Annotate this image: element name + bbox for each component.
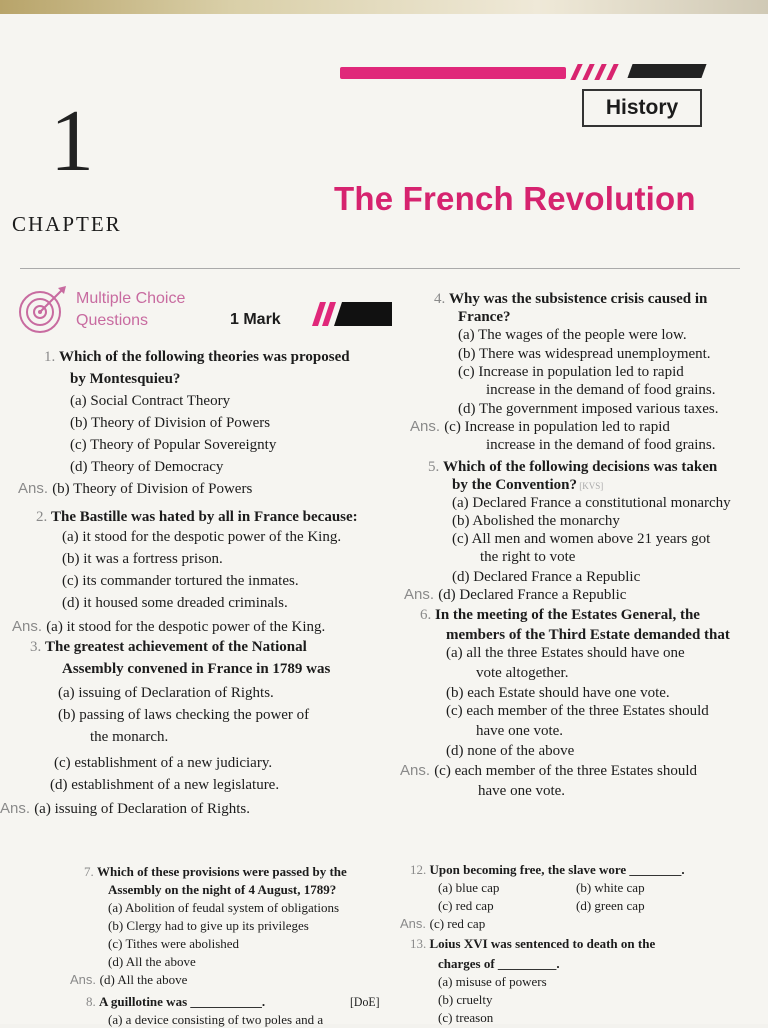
question-number: 13. [410,936,430,951]
line-text: members of the Third Estate demanded that [446,627,730,643]
line-text: (d) establishment of a new legislature. [50,777,280,793]
line-text: (a) Declared France a constitutional monarchy [452,495,731,511]
text-line [576,898,645,914]
text-line [108,1012,323,1028]
header-black-bar [627,64,706,78]
text-line [458,326,687,344]
line-text: (b) Theory of Division of Powers [52,481,253,497]
text-line [446,644,685,662]
line-text: Loius XVI was sentenced to death on the [429,936,656,951]
text-line [70,414,270,432]
text-line [458,400,719,418]
line-text: vote altogether. [476,665,569,681]
target-icon [14,282,70,338]
line-text: (c) its commander tortured the inmates. [62,573,299,589]
text-line [350,994,380,1010]
text-line [90,728,168,746]
answer-label: Ans. [400,916,430,931]
text-line [476,722,563,740]
line-text: (b) Theory of Division of Powers [70,415,271,431]
subject-label: History [582,89,702,127]
text-line [404,586,626,604]
text-line [70,972,187,988]
line-text: (d) Theory of Democracy [70,459,224,475]
text-line [70,370,180,388]
line-text: (a) a device consisting of two poles and a [108,1012,324,1027]
line-text: (c) Increase in population led to rapid [458,364,684,380]
text-line [108,918,309,934]
chapter-word: CHAPTER [12,212,122,236]
text-line [0,800,250,818]
header-divider [20,268,740,269]
question-number: 7. [84,864,97,879]
question-number: 1. [44,349,59,365]
question-number: 6. [420,607,435,623]
line-text: (d) Declared France a Republic [452,569,641,585]
text-line [62,660,330,678]
text-line [50,776,279,794]
line-text: (a) The wages of the people were low. [458,327,687,343]
line-text: (a) issuing of Declaration of Rights. [58,685,274,701]
line-text: (c) establishment of a new judiciary. [54,755,273,771]
source-tag: [KVS] [577,481,604,491]
line-text: charges of _________. [438,956,560,971]
line-text: Which of the following decisions was taken [443,459,718,475]
text-line [62,528,341,546]
line-text: Assembly on the night of 4 August, 1789? [108,882,337,897]
line-text: Which of these provisions were passed by the [97,864,347,879]
question-number: 4. [434,291,449,307]
text-line [438,956,560,972]
header-accent-bar [340,67,566,79]
line-text: (d) Declared France a Republic [438,587,627,603]
question-number: 2. [36,509,51,525]
line-text: (c) Increase in population led to rapid [444,419,670,435]
line-text: (a) blue cap [438,880,500,895]
line-text: have one vote. [476,723,564,739]
line-text: France? [458,309,511,325]
line-text: (c) Theory of Popular Sovereignty [70,437,277,453]
text-line [58,684,274,702]
line-text: (d) All the above [108,954,196,969]
line-text: (c) red cap [429,916,486,931]
text-line [480,548,575,566]
text-line [458,345,711,363]
line-text: (b) Abolished the monarchy [452,513,620,529]
line-text: [DoE] [350,994,380,1009]
text-line [62,594,288,612]
text-line [428,458,717,476]
text-line [62,572,299,590]
text-line [452,476,603,495]
text-line [452,512,620,530]
line-text: (b) There was widespread unemployment. [458,346,711,362]
text-line [36,508,358,526]
text-line [438,992,493,1008]
section-label-line2: Questions [76,312,149,329]
text-line [12,618,325,636]
text-line [576,880,645,896]
line-text: (d) green cap [576,898,645,913]
text-line [452,494,731,512]
line-text: A guillotine was ___________. [99,994,266,1009]
text-line [44,348,350,366]
text-line [108,936,239,952]
line-text: increase in the demand of food grains. [486,437,716,453]
line-text: (d) none of the above [446,743,575,759]
text-line [70,436,276,454]
line-text: (a) Social Contract Theory [70,393,231,409]
text-line [486,436,716,454]
question-number: 5. [428,459,443,475]
line-text: have one vote. [478,783,566,799]
line-text: (c) red cap [438,898,494,913]
text-line [410,862,685,878]
answer-label: Ans. [12,618,47,635]
text-line [486,381,716,399]
text-line [70,458,223,476]
question-number: 12. [410,862,430,877]
line-text: Which of the following theories was proposed [59,349,350,365]
text-line [476,664,568,682]
line-text: (b) each Estate should have one vote. [446,685,670,701]
text-line [452,530,710,548]
line-text: (a) it stood for the despotic power of the King. [46,619,326,635]
chapter-title: The French Revolution [334,180,696,217]
line-text: Assembly convened in France in 1789 was [62,661,331,677]
text-line [30,638,307,656]
chapter-number: 1 [50,93,94,190]
text-line [446,684,670,702]
line-text: (a) Abolition of feudal system of obligations [108,900,340,915]
line-text: (a) misuse of powers [438,974,547,989]
answer-label: Ans. [410,418,445,435]
line-text: (c) treason [438,1010,494,1025]
text-line [70,392,230,410]
section-label [76,288,185,332]
question-number: 3. [30,639,45,655]
line-text: (b) white cap [576,880,645,895]
marks-label: 1 Mark [230,311,281,328]
line-text: the monarch. [90,729,169,745]
line-text: Upon becoming free, the slave wore ________. [429,862,685,877]
line-text: The Bastille was hated by all in France because: [51,509,358,525]
line-text: (b) cruelty [438,992,493,1007]
text-line [108,954,196,970]
text-line [458,308,510,326]
text-line [108,900,339,916]
text-line [438,898,494,914]
line-text: by the Convention? [452,477,578,493]
line-text: Why was the subsistence crisis caused in [449,291,708,307]
text-line [420,606,700,624]
text-line [400,762,697,780]
text-line [410,936,655,952]
line-text: (c) each member of the three Estates should [446,703,709,719]
line-text: increase in the demand of food grains. [486,382,716,398]
line-text: by Montesquieu? [70,371,181,387]
line-text: The greatest achievement of the National [45,639,307,655]
line-text: (b) passing of laws checking the power of [58,707,310,723]
text-line [18,480,252,498]
line-text: (d) All the above [99,972,188,987]
section-label-line1: Multiple Choice [76,290,186,307]
text-line [84,864,347,880]
line-text: (d) The government imposed various taxes. [458,401,719,417]
line-text: (b) it was a fortress prison. [62,551,223,567]
text-line [452,568,640,586]
text-line [58,706,309,724]
text-line [446,742,574,760]
answer-label: Ans. [400,762,435,779]
text-line [458,363,684,381]
answer-label: Ans. [404,586,439,603]
line-text: (b) Clergy had to give up its privileges [108,918,309,933]
text-line [446,626,730,644]
line-text: the right to vote [480,549,576,565]
line-text: (c) All men and women above 21 years got [452,531,711,547]
line-text: (c) each member of the three Estates should [434,763,697,779]
line-text: (c) Tithes were abolished [108,936,240,951]
line-text: (d) it housed some dreaded criminals. [62,595,288,611]
question-number: 8. [86,994,99,1009]
text-line [434,290,707,308]
text-line [438,880,499,896]
answer-label: Ans. [18,480,53,497]
text-line [478,782,565,800]
line-text: (a) it stood for the despotic power of the King. [62,529,342,545]
line-text: (a) issuing of Declaration of Rights. [34,801,250,817]
text-line [62,550,223,568]
answer-label: Ans. [0,800,35,817]
answer-label: Ans. [70,972,100,987]
marks-decoration [312,298,392,330]
line-text: (a) all the three Estates should have one [446,645,685,661]
text-line [108,882,336,898]
text-line [86,994,265,1010]
text-line [438,974,547,990]
text-line [446,702,709,720]
line-text: In the meeting of the Estates General, the [435,607,700,623]
text-line [54,754,272,772]
text-line [400,916,485,932]
text-line [410,418,670,436]
